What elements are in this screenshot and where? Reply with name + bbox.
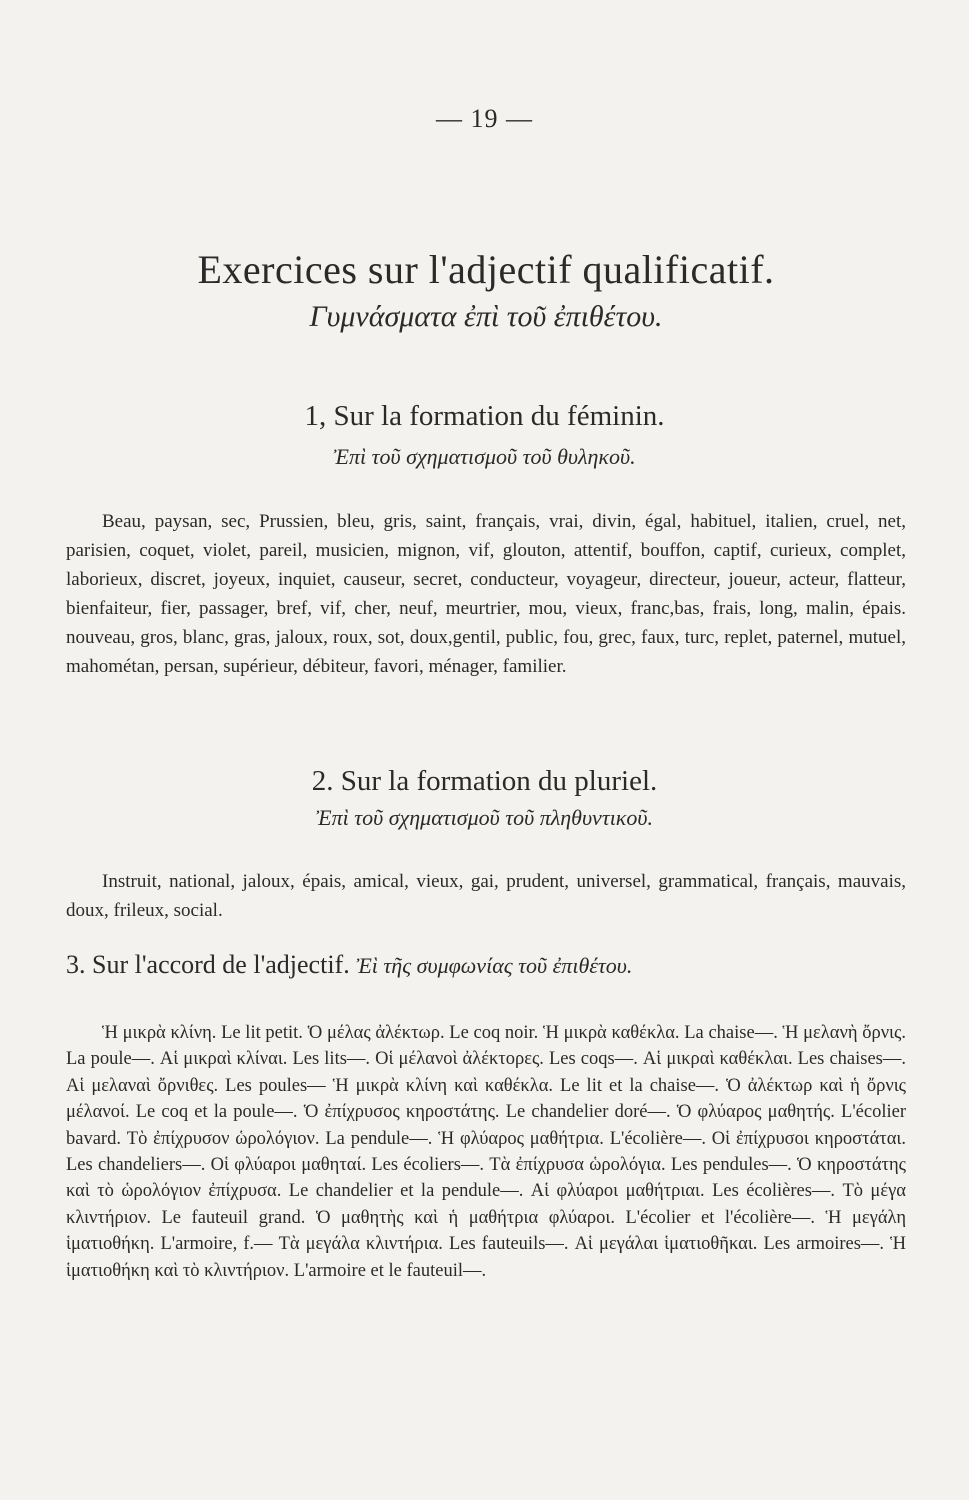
section3-heading <box>66 950 906 980</box>
section3-heading-greek: Ἐὶ τῆς συμφωνίας τοῦ ἐπιθέτου. <box>356 953 633 978</box>
section2-heading-french: 2. Sur la formation du pluriel. <box>311 765 658 797</box>
section1-heading-french: 1, Sur la formation du féminin. <box>304 400 665 432</box>
page-title-greek: Γυμνάσματα ἐπὶ τοῦ ἐπιθέτου. <box>309 300 663 333</box>
section3-heading-french: 3. Sur l'accord de l'adjectif. <box>66 950 350 979</box>
section2-text: Instruit, national, jaloux, épais, amical, vieux, gai, prudent, universel, grammatical, français, mauvais, doux, frileux, social. <box>66 871 906 921</box>
section1-heading-greek: Ἐπὶ τοῦ σχηματισμοῦ τοῦ θυληκοῦ. <box>333 444 636 469</box>
page-number: — 19 — <box>436 104 533 133</box>
section1-exercise-text <box>66 507 906 681</box>
section3-exercise-text <box>66 1020 906 1284</box>
section2-heading-greek: Ἐπὶ τοῦ σχηματισμοῦ τοῦ πληθυντικοῦ. <box>316 805 653 830</box>
section2-exercise-text <box>66 867 906 925</box>
page-title-french: Exercices sur l'adjectif qualificatif. <box>197 247 775 292</box>
section3-text: Ἡ μικρὰ κλίνη. Le lit petit. Ὁ μέλας ἀλέκτωρ. Le coq noir. Ἡ μικρὰ καθέκλα. La chaise—. Ἡ μελανὴ ὄρνις. La poule—. Αἱ μικραὶ κλίναι. Les lits—. Οἱ μέλανοὶ ἀλέκτορες. Les coqs—. Αἱ μικραὶ καθέκλαι. Les chaises—. Αἱ μελαναὶ ὄρνιθες. Les poules— Ἡ μικρὰ κλίνη καὶ καθέκλα. Le lit et la chaise—. Ὁ ἀλέκτωρ καὶ ἡ ὄρνις μέλανοί. Le coq et la poule—. Ὁ ἐπίχρυσος κηροστάτης. Le chandelier doré—. Ὁ φλύαρος μαθητής. L'écolier bavard. Τὸ ἐπίχρυσον ὡρολόγιον. La pendule—. Ἡ φλύαρος μαθήτρια. L'écolière—. Οἱ ἐπίχρυσοι κηροστάται. Les chandeliers—. Οἱ φλύαροι μαθηταί. Les écoliers—. Τὰ ἐπίχρυσα ὡρολόγια. Les pendules—. Ὁ κηροστάτης καὶ τὸ ὡρολόγιον ἐπίχρυσα. Le chandelier et la pendule—. Αἱ φλύαροι μαθήτριαι. Les écolières—. Τὸ μέγα κλιντήριον. Le fauteuil grand. Ὁ μαθητὴς καὶ ἡ μαθήτρια φλύαροι. L'écolier et l'écolière—. Ἡ μεγάλη ἱματιοθήκη. L'armoire, f.— Τὰ μεγάλα κλιντήρια. Les fauteuils—. Αἱ μεγάλαι ἱματιοθῆκαι. Les armoires—. Ἡ ἱματιοθήκη καὶ τὸ κλιντήριον. L'armoire et le fauteuil—. <box>66 1023 906 1281</box>
section1-text: Beau, paysan, sec, Prussien, bleu, gris, saint, français, vrai, divin, égal, habituel, italien, cruel, net, parisien, coquet, violet, pareil, musicien, mignon, vif, glouton, attentif, bouffon, captif, curieux, complet, laborieux, discret, joyeux, inquiet, causeur, secret, conducteur, voyageur, directeur, joueur, acteur, flatteur, bienfaiteur, fier, passager, bref, vif, cher, neuf, meurtrier, mou, vieux, franc,bas, frais, long, malin, épais. nouveau, gros, blanc, gras, jaloux, roux, sot, doux,gentil, public, fou, grec, faux, turc, replet, paternel, mutuel, mahométan, persan, supérieur, débiteur, favori, ménager, familier. <box>66 511 906 677</box>
